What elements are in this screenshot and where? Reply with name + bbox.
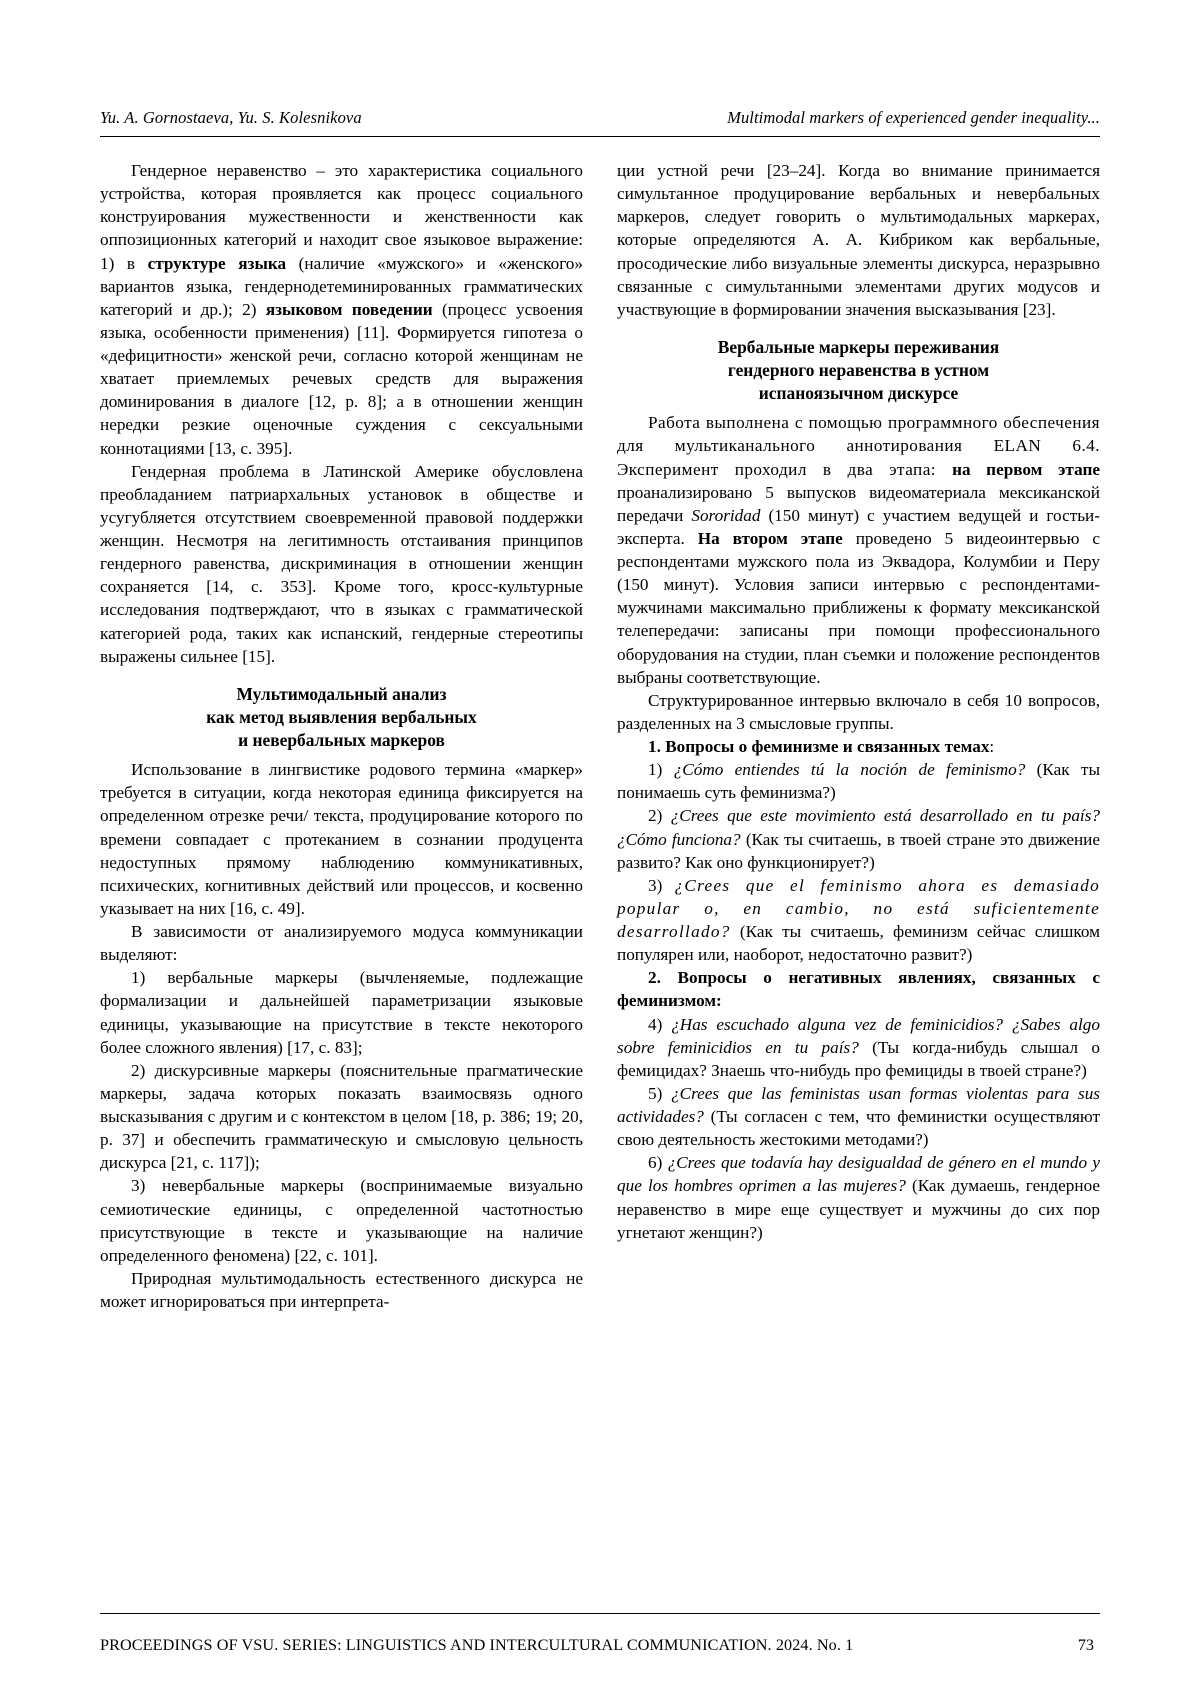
- page-footer: [100, 1636, 1100, 1655]
- para-text: Работа выполнена с помощью программного обеспечения для мультиканального аннотирования ELAN 6.4. Эксперимент проходил в два этапа:: [617, 413, 1100, 479]
- question-item-1: [617, 758, 1100, 804]
- heading-line-2: как метод выявления вербальных: [206, 706, 477, 727]
- question-item-3: [617, 874, 1100, 967]
- para-text: проведено 5 видеоинтервью с респондентами мужского пола из Эквадора, Колумбии и Перу (150 минут). Условия записи интервью с респондентами-мужчинами максимально приближены к формату мексиканской телепередачи: записаны при помощи профессионального оборудования на студии, план съемки и положение респондентов выбраны соответствующие.: [617, 528, 1100, 687]
- two-column-body: [100, 159, 1100, 1489]
- para-text: (наличие «мужского» и «женского» вариантов языка, гендернодетеминированных грамматических категорий и др.); 2): [100, 253, 583, 319]
- para-text: проанализировано 5 выпусков видеоматериала мексиканской передачи: [617, 482, 1100, 525]
- heading-line-3: испаноязычном дискурсе: [758, 383, 959, 404]
- paragraph-methodology: [617, 411, 1100, 689]
- footer-page-number: 73: [1077, 1636, 1094, 1654]
- paragraph-latin-america: Гендерная проблема в Латинской Америке обусловлена преобладанием патриархальных установок в обществе и усугубляется отсутствием своевременной правовой поддержки женщин. Несмотря на легитимность отстаивания принципов гендерного равенства, дискриминация в отношении женщин сохраняется [14, с. 353]. Кроме того, кросс-культурные исследования подтверждают, что в языках с грамматической категорией рода, таких как испанский, гендерные стереотипы выражены сильнее [15].: [100, 461, 583, 666]
- question-russian: (Как ты считаешь, феминизм сейчас слишком популярен или, наоборот, недостаточно развит?): [617, 922, 1100, 965]
- list-item-verbal-markers: 1) вербальные маркеры (вычленяемые, подлежащие формализации и дальнейшей параметризации языковые единицы, указывающие на присутствие в тексте некоторого более сложного явления) [17, с. 83];: [100, 968, 583, 1057]
- question-russian: (Ты согласен с тем, что феминистки осуществляют свою деятельность жестокими методами?): [617, 1107, 1100, 1150]
- paragraph-marker-term: Использование в лингвистике родового термина «маркер» требуется в ситуации, когда некоторая единица фиксируется на определенном отрезке речи/ текста, продуцирование которого по времени совпадает с протеканием в сознании продуцента недоступных прямому наблюдению коммуникативных, психических, когнитивных действий или процессов, и косвенно указывает на них [16, с. 49].: [100, 760, 583, 918]
- section-heading-verbal-markers: [617, 336, 1100, 405]
- question-russian: (Как ты считаешь, в твоей стране это движение развито? Как оно функционирует?): [617, 829, 1100, 872]
- running-head-title: Multimodal markers of experienced gender inequality...: [727, 108, 1100, 127]
- question-number: 6): [648, 1153, 668, 1173]
- para-text: (процесс усвоения языка, особенности применения) [11]. Формируется гипотеза о «дефицитности» женской речи, согласно которой женщинам не хватает приемлемых речевых средств для выражения доминирования в диалоге [12, p. 8]; а в отношении женщин нередки резкие оценочные суждения с сексуальными коннотациями [13, с. 395].: [100, 299, 584, 458]
- program-name-sororidad: Sororidad: [691, 505, 761, 525]
- question-spanish: ¿Crees que el feminismo ahora es demasiado popular o, en cambio, no está suficientemente desarrollado?: [617, 875, 1100, 942]
- footer-divider: [100, 1613, 1100, 1614]
- paragraph-interview-structure: Структурированное интервью включало в себя 10 вопросов, разделенных на 3 смысловые группы.: [617, 690, 1100, 733]
- question-russian: (Ты когда-нибудь слышал о фемицидах? Знаешь что-нибудь про фемициды в твоей стране?): [617, 1037, 1100, 1080]
- question-spanish: ¿Crees que todavía hay desigualdad de género en el mundo y que los hombres oprimen a las mujeres?: [617, 1153, 1100, 1196]
- question-item-4: [617, 1013, 1100, 1082]
- question-russian: (Как ты понимаешь суть феминизма?): [617, 760, 1100, 803]
- heading-line-2: гендерного неравенства в устном: [727, 360, 990, 381]
- question-spanish: ¿Has escuchado alguna vez de feminicidios? ¿Sabes algo sobre feminicidios en tu país?: [617, 1014, 1100, 1057]
- heading-line-3: и невербальных маркеров: [238, 730, 445, 751]
- question-spanish: ¿Crees que este movimiento está desarrollado en tu país? ¿Cómo funciona?: [617, 806, 1100, 849]
- group-colon: :: [989, 737, 995, 757]
- heading-line-1: Мультимодальный анализ: [236, 683, 447, 704]
- question-number: 3): [648, 875, 675, 895]
- header-divider: [100, 136, 1100, 137]
- footer-journal-line: PROCEEDINGS OF VSU. SERIES: LINGUISTICS AND INTERCULTURAL COMMUNICATION. 2024. No. 1: [100, 1636, 854, 1654]
- question-item-5: [617, 1082, 1100, 1151]
- paragraph-modus-intro: В зависимости от анализируемого модуса коммуникации выделяют:: [100, 922, 583, 965]
- heading-line-1: Вербальные маркеры переживания: [717, 336, 1000, 357]
- paragraph-multimodal-markers-continued: ции устной речи [23–24]. Когда во внимание принимается симультанное продуцирование вербальных и невербальных маркеров, следует говорить о мультимодальных маркерах, которые определяются А. А. Кибриком как вербальные, просодические либо визуальные элементы дискурса, неразрывно связанные с симультанными элементами других модусов и участвующие в формировании значения высказывания [23].: [617, 161, 1100, 319]
- question-russian: (Как думаешь, гендерное неравенство в мире еще существует и мужчины до сих пор угнетают женщин?): [617, 1176, 1101, 1242]
- para-text: (150 минут) с участием ведущей и гостьи-эксперта.: [617, 505, 1100, 548]
- question-group-1-heading: [617, 735, 1100, 758]
- group-label: 2. Вопросы о негативных явлениях, связанных с феминизмом:: [617, 968, 1100, 1011]
- list-item-discursive-markers: 2) дискурсивные маркеры (пояснительные прагматические маркеры, задача которых показать взаимосвязь одного высказывания с другим и с контекстом в целом [18, p. 386; 19; 20, p. 37] и обеспечить грамматическую и смысловую цельность дискурса [21, с. 117]);: [100, 1060, 583, 1173]
- bold-term-language-behavior: языковом поведении: [265, 299, 433, 319]
- running-head-authors: Yu. A. Gornostaeva, Yu. S. Kolesnikova: [100, 108, 362, 127]
- right-column: [617, 159, 1100, 1489]
- para-text: Гендерное неравенство – это характеристика социального устройства, которая проявляется как процесс социального конструирования мужественности и женственности как оппозиционных категорий и находит свое языковое выражение: 1) в: [100, 161, 583, 273]
- question-spanish: ¿Crees que las feministas usan formas violentas para sus actividades?: [617, 1083, 1100, 1127]
- question-group-2-heading: [617, 966, 1100, 1012]
- bold-term-first-stage: на первом этапе: [952, 459, 1100, 479]
- question-item-2: [617, 804, 1100, 873]
- group-label: 1. Вопросы о феминизме и связанных темах: [648, 737, 990, 757]
- question-number: 5): [648, 1083, 672, 1103]
- question-number: 1): [648, 760, 674, 780]
- question-item-6: [617, 1151, 1100, 1244]
- running-head: [100, 108, 1100, 128]
- section-heading-multimodal-analysis: [100, 683, 583, 752]
- question-number: 2): [648, 806, 671, 826]
- bold-term-second-stage: На втором этапе: [697, 528, 843, 548]
- left-column: [100, 159, 583, 1489]
- question-spanish: ¿Cómo entiendes tú la noción de feminismo?: [673, 760, 1026, 780]
- paragraph-natural-multimodality: Природная мультимодальность естественного дискурса не может игнорироваться при интерпрета-: [100, 1268, 583, 1312]
- bold-term-language-structure: структуре языка: [147, 253, 287, 273]
- question-number: 4): [648, 1014, 672, 1034]
- list-item-nonverbal-markers: 3) невербальные маркеры (воспринимаемые визуально семиотические единицы, с определенной частотностью присутствующие в тексте и указывающие на наличие определенного феномена) [22, с. 101].: [100, 1176, 583, 1265]
- paragraph-gender-inequality: [100, 159, 583, 460]
